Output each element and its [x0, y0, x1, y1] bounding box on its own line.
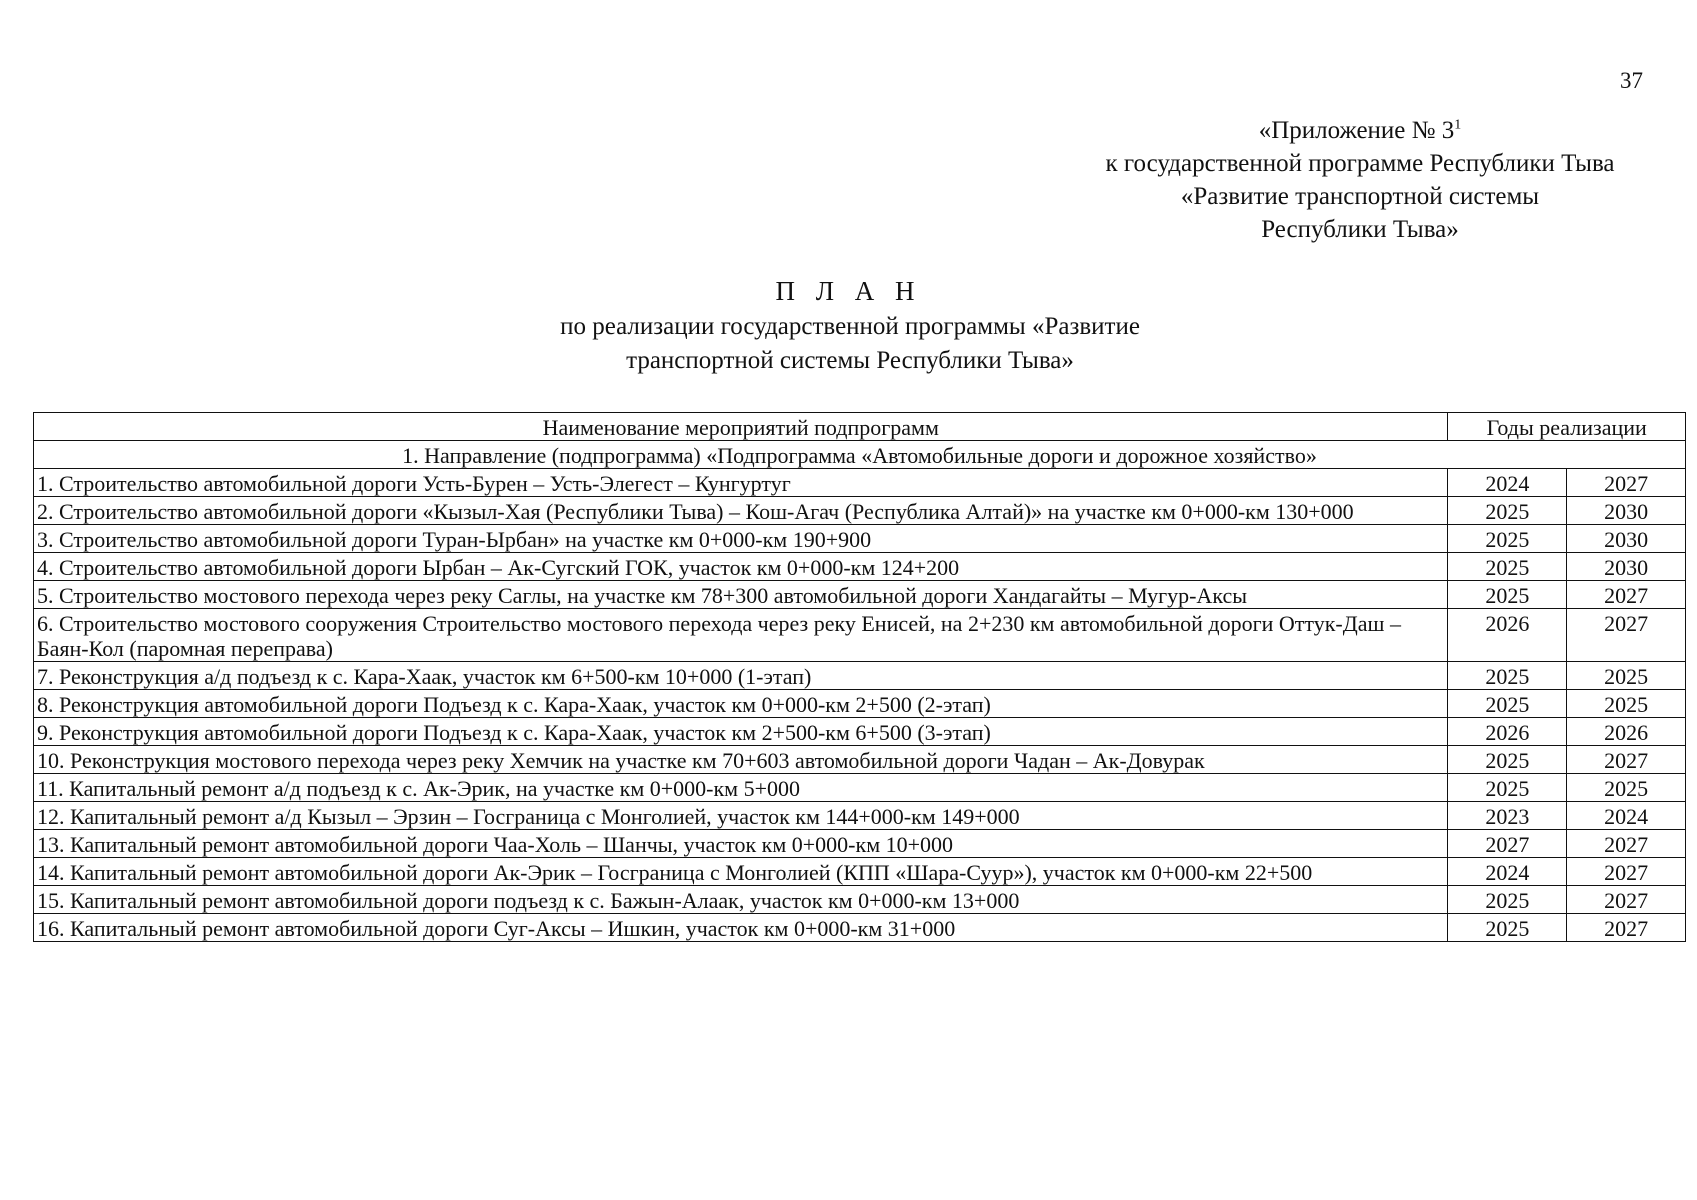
end-year-cell: 2027 [1567, 746, 1686, 774]
start-year-cell: 2024 [1448, 858, 1567, 886]
start-year-cell: 2026 [1448, 609, 1567, 662]
start-year-cell: 2025 [1448, 746, 1567, 774]
table-row [34, 746, 1686, 774]
column-header-years: Годы реализации [1448, 413, 1686, 441]
end-year-cell: 2027 [1567, 830, 1686, 858]
end-year-cell: 2030 [1567, 497, 1686, 525]
start-year-cell: 2027 [1448, 830, 1567, 858]
table-row [34, 718, 1686, 746]
appendix-line-4: Республики Тыва» [1261, 216, 1459, 243]
table-row [34, 830, 1686, 858]
section-row [34, 441, 1686, 469]
table-row [34, 609, 1686, 662]
start-year-cell: 2023 [1448, 802, 1567, 830]
table-row [34, 581, 1686, 609]
activity-name-cell: 15. Капитальный ремонт автомобильной дороги подъезд к с. Бажын-Алаак, участок км 0+000-км 13+000 [34, 886, 1448, 914]
activity-name-cell: 3. Строительство автомобильной дороги Туран-Ырбан» на участке км 0+000-км 190+900 [34, 525, 1448, 553]
end-year-cell: 2027 [1567, 858, 1686, 886]
activity-name-cell: 4. Строительство автомобильной дороги Ырбан – Ак-Сугский ГОК, участок км 0+000-км 124+200 [34, 553, 1448, 581]
table-header-row [34, 413, 1686, 441]
document-subtitle: по реализации государственной программы «Развитие транспортной системы Республики Тыва» [560, 313, 1140, 374]
end-year-cell: 2027 [1567, 886, 1686, 914]
start-year-cell: 2025 [1448, 886, 1567, 914]
activity-name-cell: 9. Реконструкция автомобильной дороги Подъезд к с. Кара-Хаак, участок км 2+500-км 6+500 (3-этап) [34, 718, 1448, 746]
table-row [34, 802, 1686, 830]
page-number: 37 [1620, 68, 1643, 93]
start-year-cell: 2024 [1448, 469, 1567, 497]
activity-name-cell: 10. Реконструкция мостового перехода через реку Хемчик на участке км 70+603 автомобильной дороги Чадан – Ак-Довурак [34, 746, 1448, 774]
column-header-name: Наименование мероприятий подпрограмм [34, 413, 1448, 441]
start-year-cell: 2025 [1448, 581, 1567, 609]
table-row [34, 469, 1686, 497]
table-row [34, 886, 1686, 914]
table-row [34, 525, 1686, 553]
end-year-cell: 2027 [1567, 914, 1686, 942]
plan-table [33, 412, 1686, 942]
end-year-cell: 2025 [1567, 662, 1686, 690]
start-year-cell: 2025 [1448, 553, 1567, 581]
start-year-cell: 2025 [1448, 497, 1567, 525]
start-year-cell: 2025 [1448, 662, 1567, 690]
end-year-cell: 2027 [1567, 609, 1686, 662]
end-year-cell: 2024 [1567, 802, 1686, 830]
activity-name-cell: 8. Реконструкция автомобильной дороги Подъезд к с. Кара-Хаак, участок км 0+000-км 2+500 (2-этап) [34, 690, 1448, 718]
end-year-cell: 2027 [1567, 581, 1686, 609]
activity-name-cell: 1. Строительство автомобильной дороги Усть-Бурен – Усть-Элегест – Кунгуртуг [34, 469, 1448, 497]
table-row [34, 553, 1686, 581]
table-row [34, 774, 1686, 802]
table-row [34, 497, 1686, 525]
activity-name-cell: 7. Реконструкция а/д подъезд к с. Кара-Хаак, участок км 6+500-км 10+000 (1-этап) [34, 662, 1448, 690]
activity-name-cell: 2. Строительство автомобильной дороги «Кызыл-Хая (Республики Тыва) – Кош-Агач (Республика Алтай)» на участке км 0+000-км 130+000 [34, 497, 1448, 525]
end-year-cell: 2030 [1567, 525, 1686, 553]
table-row [34, 690, 1686, 718]
start-year-cell: 2025 [1448, 774, 1567, 802]
start-year-cell: 2025 [1448, 690, 1567, 718]
activity-name-cell: 14. Капитальный ремонт автомобильной дороги Ак-Эрик – Госграница с Монголией (КПП «Шара-Суур»), участок км 0+000-км 22+500 [34, 858, 1448, 886]
start-year-cell: 2026 [1448, 718, 1567, 746]
table-row [34, 914, 1686, 942]
table-row [34, 858, 1686, 886]
activity-name-cell: 12. Капитальный ремонт а/д Кызыл – Эрзин – Госграница с Монголией, участок км 144+000-км 149+000 [34, 802, 1448, 830]
appendix-line-2: к государственной программе Республики Тыва [1105, 150, 1615, 177]
end-year-cell: 2027 [1567, 469, 1686, 497]
appendix-header [1040, 114, 1680, 246]
end-year-cell: 2025 [1567, 774, 1686, 802]
activity-name-cell: 13. Капитальный ремонт автомобильной дороги Чаа-Холь – Шанчы, участок км 0+000-км 10+000 [34, 830, 1448, 858]
appendix-line-1: «Приложение № $3^1$ [1258, 117, 1462, 144]
activity-name-cell: 6. Строительство мостового сооружения Строительство мостового перехода через реку Енисей, на 2+230 км автомобильной дороги Оттук-Даш – Баян-Кол (паромная переправа) [34, 609, 1448, 662]
end-year-cell: 2026 [1567, 718, 1686, 746]
table-row [34, 662, 1686, 690]
document-title: П Л А Н [775, 276, 922, 306]
end-year-cell: 2030 [1567, 553, 1686, 581]
appendix-superscript: 1 [1454, 117, 1462, 133]
activity-name-cell: 16. Капитальный ремонт автомобильной дороги Суг-Аксы – Ишкин, участок км 0+000-км 31+000 [34, 914, 1448, 942]
section-title: 1. Направление (подпрограмма) «Подпрограмма «Автомобильные дороги и дорожное хозяйство» [34, 441, 1686, 469]
start-year-cell: 2025 [1448, 525, 1567, 553]
appendix-line-3: «Развитие транспортной системы [1180, 183, 1540, 210]
activity-name-cell: 5. Строительство мостового перехода через реку Саглы, на участке км 78+300 автомобильной дороги Хандагайты – Мугур-Аксы [34, 581, 1448, 609]
start-year-cell: 2025 [1448, 914, 1567, 942]
activity-name-cell: 11. Капитальный ремонт а/д подъезд к с. Ак-Эрик, на участке км 0+000-км 5+000 [34, 774, 1448, 802]
end-year-cell: 2025 [1567, 690, 1686, 718]
